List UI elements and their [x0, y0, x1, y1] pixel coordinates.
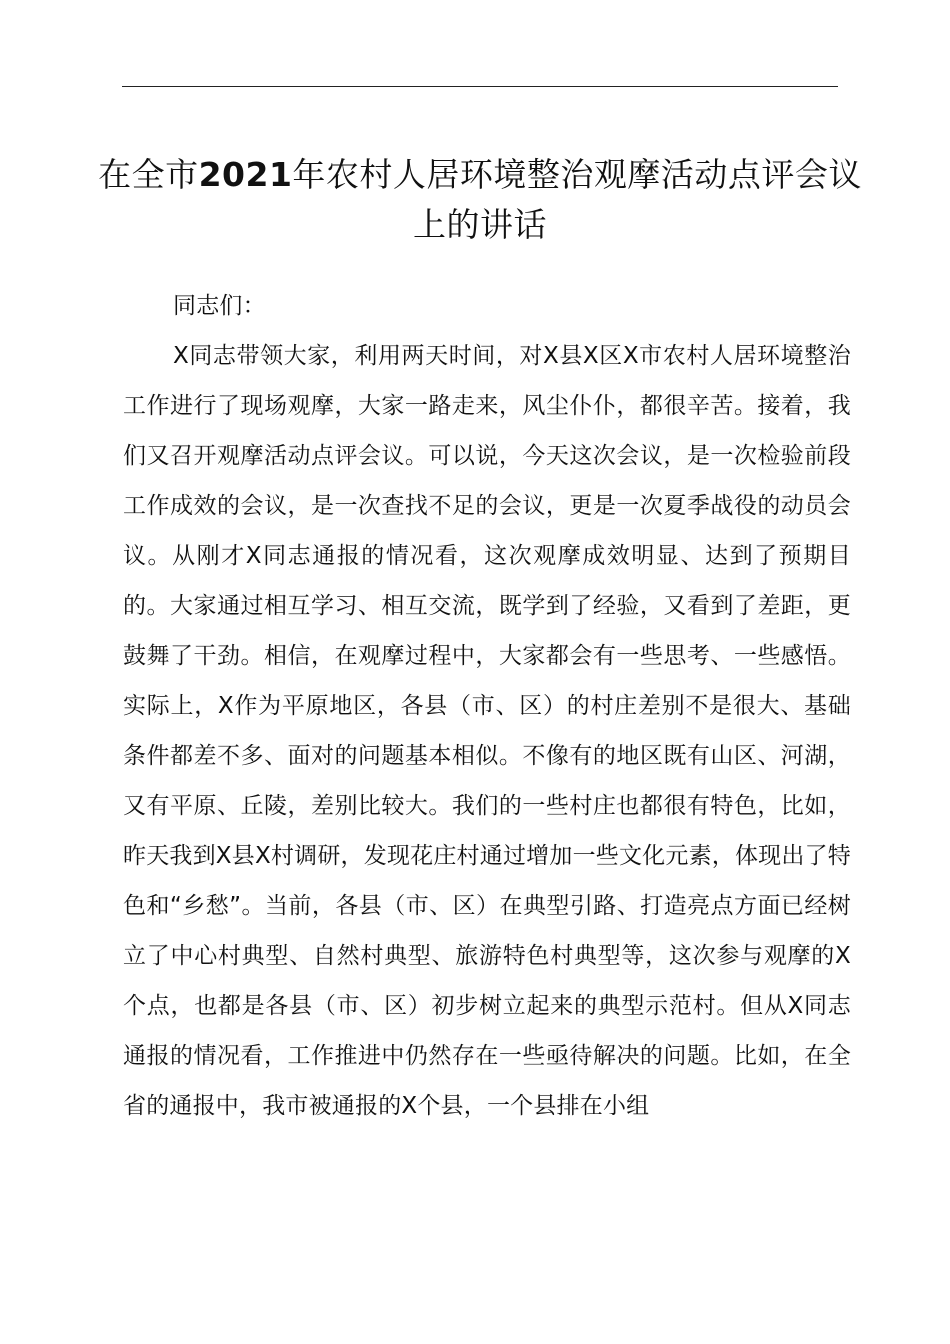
- body-paragraph: X同志带领大家，利用两天时间，对X县X区X市农村人居环境整治工作进行了现场观摩，大家一路走来，风尘仆仆，都很辛苦。接着，我们又召开观摩活动点评会议。可以说，今天这次会议，是一次检验前段工作成效的会议，是一次查找不足的会议，更是一次夏季战役的动员会议。从刚才X同志通报的情况看，这次观摩成效明显、达到了预期目的。大家通过相互学习、相互交流，既学到了经验，又看到了差距，更鼓舞了干劲。相信，在观摩过程中，大家都会有一些思考、一些感悟。实际上，X作为平原地区，各县（市、区）的村庄差别不是很大、基础条件都差不多、面对的问题基本相似。不像有的地区既有山区、河湖，又有平原、丘陵，差别比较大。我们的一些村庄也都很有特色，比如，昨天我到X县X村调研，发现花庄村通过增加一些文化元素，体现出了特色和“乡愁”。当前，各县（市、区）在典型引路、打造亮点方面已经树立了中心村典型、自然村典型、旅游特色村典型等，这次参与观摩的X个点，也都是各县（市、区）初步树立起来的典型示范村。但从X同志通报的情况看，工作推进中仍然存在一些亟待解决的问题。比如，在全省的通报中，我市被通报的X个县，一个县排在小组: [123, 343, 851, 1119]
- document-body: [123, 281, 851, 1131]
- salutation: 同志们：: [173, 293, 266, 319]
- title-suffix: 年农村人居环境整治观摩活动点评会议上的讲话: [292, 155, 862, 244]
- title-year: 2021: [198, 155, 293, 194]
- document-title: [90, 150, 870, 250]
- header-rule: [122, 86, 838, 87]
- title-prefix: 在全市: [98, 155, 199, 194]
